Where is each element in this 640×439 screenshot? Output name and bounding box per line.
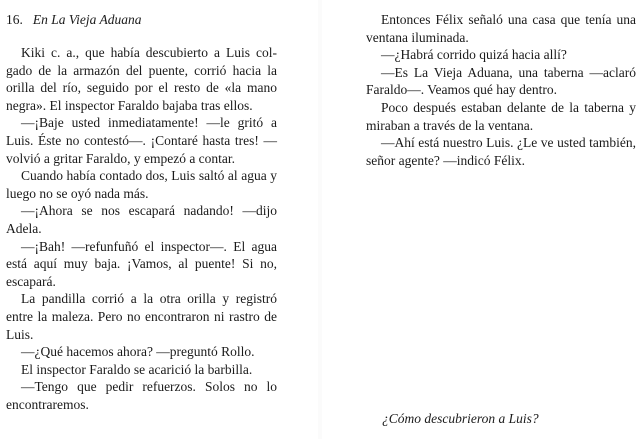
page-number: 16.: [6, 12, 23, 27]
left-text-block: [6, 44, 277, 413]
paragraph: Entonces Félix señaló una casa que tenía una ventana iluminada.: [366, 12, 636, 45]
left-page: [0, 0, 318, 439]
paragraph: Cuando había contado dos, Luis saltó al agua y luego no se oyó nada más.: [6, 168, 277, 201]
paragraph: Kiki c. a., que había descubierto a Luis colgado de la armazón del puente, corrió hacia la orilla del río, seguido por el resto de «la mano negra». El inspector Faraldo bajaba tras ellos.: [6, 45, 277, 113]
paragraph: —Tengo que pedir refuerzos. Solos no lo encontraremos.: [6, 379, 277, 412]
paragraph: —Ahí está nuestro Luis. ¿Le ve usted también, señor agente? —indicó Félix.: [366, 135, 636, 168]
right-page: [322, 0, 640, 439]
paragraph: —¿Habrá corrido quizá hacia allí?: [381, 47, 567, 63]
running-head: [6, 12, 142, 28]
closing-question: ¿Cómo descubrieron a Luis?: [382, 411, 539, 426]
paragraph: —¡Baje usted inmediatamente! —le gritó a Luis. Éste no contestó—. ¡Contaré hasta tres! —volvió a gritar Faraldo, y empezó a contar.: [6, 115, 277, 166]
paragraph: —¿Qué hacemos ahora? —preguntó Rollo.: [21, 344, 255, 360]
paragraph: —¡Bah! —refunfuñó el inspector—. El agua está aquí muy baja. ¡Vamos, al puente! Si no, escapará.: [6, 238, 277, 289]
paragraph: —Es La Vieja Aduana, una taberna —aclaró Faraldo—. Veamos qué hay dentro.: [366, 64, 636, 98]
paragraph: La pandilla corrió a la otra orilla y registró entre la maleza. Pero no encontraron ni rastro de Luis.: [6, 291, 277, 342]
paragraph: —¡Ahora se nos escapará nadando! —dijo Adela.: [6, 203, 277, 236]
paragraph: Poco después estaban delante de la taberna y miraban a través de la ventana.: [366, 99, 636, 133]
paragraph: El inspector Faraldo se acarició la barbilla.: [21, 361, 253, 377]
running-title: En La Vieja Aduana: [32, 12, 142, 27]
right-text-block: [366, 11, 636, 169]
